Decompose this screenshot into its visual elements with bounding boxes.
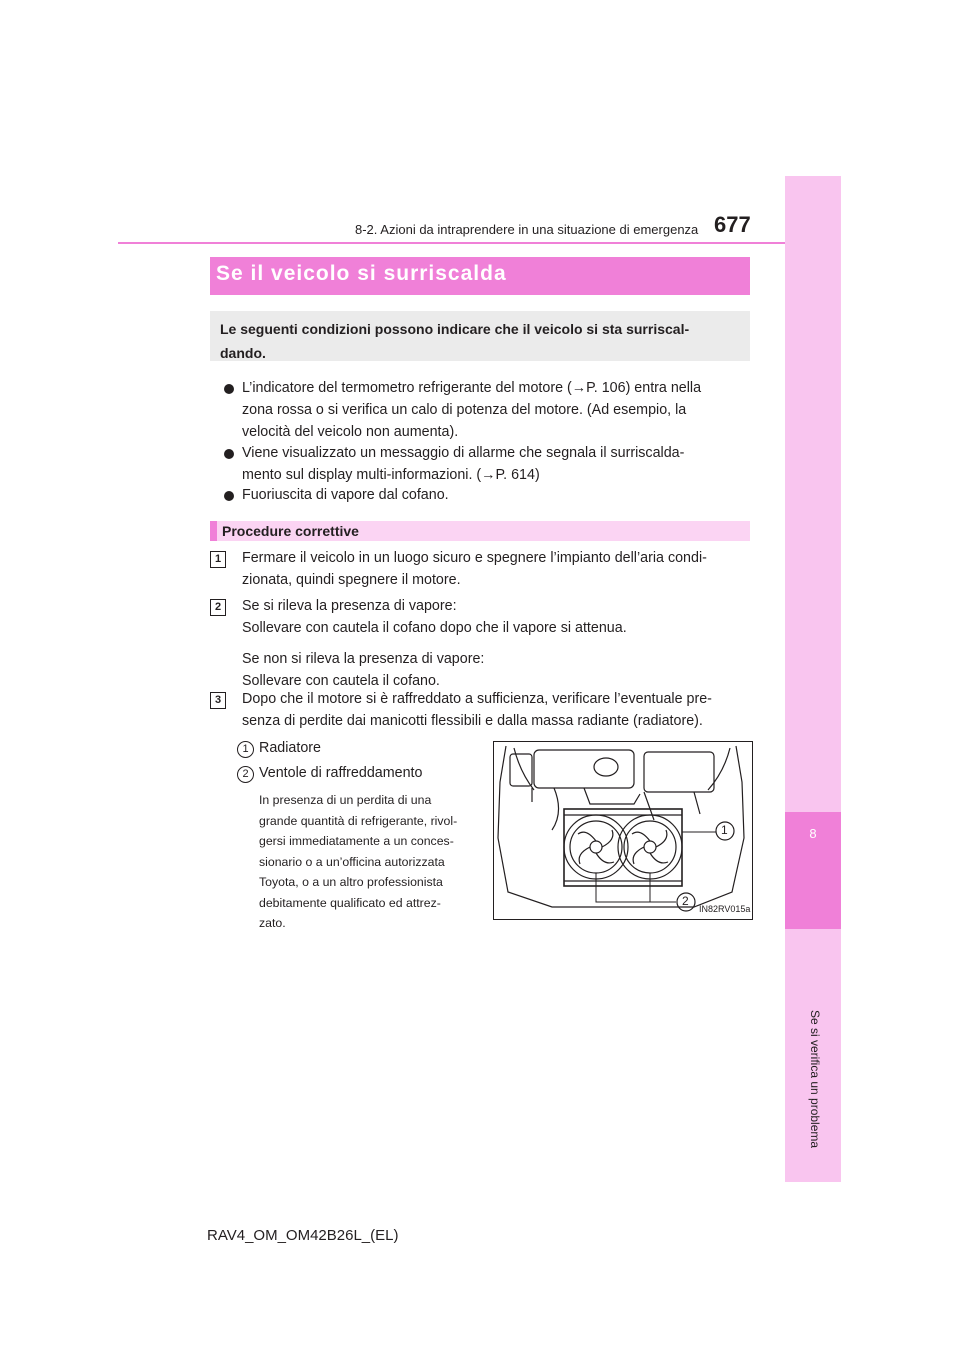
note-line: grande quantità di refrigerante, rivol-	[259, 813, 458, 828]
bullet-line: Fuoriuscita di vapore dal cofano.	[242, 487, 449, 503]
note-line: Toyota, o a un altro professionista	[259, 875, 443, 889]
legend-label: Ventole di raffreddamento	[259, 765, 423, 781]
note-line: In presenza di un perdita di una	[259, 793, 432, 807]
illustration-callout: 1	[721, 823, 728, 837]
callout-number: 2	[237, 766, 254, 783]
bullet-line: velocità del veicolo non aumenta).	[242, 424, 459, 440]
step-line: Dopo che il motore si è raffreddato a sufficienza, verificare l’eventuale pre-	[242, 691, 712, 707]
legend-label: Radiatore	[259, 740, 321, 756]
bullet-icon	[224, 449, 234, 459]
step-line: zionata, quindi spegnere il motore.	[242, 572, 461, 588]
page-number: 677	[714, 212, 751, 237]
bullet-line: Viene visualizzato un messaggio di allarme che segnala il surriscalda-	[242, 445, 685, 461]
note-line: sionario o a un’officina autorizzata	[259, 854, 445, 869]
step-text	[242, 688, 748, 732]
note-line: zato.	[259, 916, 286, 930]
step-line: Se non si rileva la presenza di vapore:	[242, 651, 485, 667]
bullet-icon	[224, 491, 234, 501]
step-line: senza di perdite dai manicotti flessibili e dalla massa radiante (radiatore).	[242, 713, 703, 729]
chapter-number: 8	[809, 826, 817, 841]
callout-number: 1	[237, 741, 254, 758]
note-line: debitamente qualificato ed attrez-	[259, 895, 441, 910]
step-line: Se si rileva la presenza di vapore:	[242, 598, 457, 614]
illustration-callout: 2	[682, 894, 689, 908]
step-number: 1	[210, 551, 226, 568]
step-text	[242, 595, 748, 692]
page-title: Se il veicolo si surriscalda	[216, 262, 507, 285]
note-line: gersi immediatamente a un conces-	[259, 834, 454, 848]
step-line: Sollevare con cautela il cofano dopo che il vapore si attenua.	[242, 620, 627, 636]
step-number: 3	[210, 692, 226, 709]
header-rule	[118, 242, 785, 244]
bullet-icon	[224, 384, 234, 394]
document-footer: RAV4_OM_OM42B26L_(EL)	[207, 1227, 399, 1244]
engine-illustration	[493, 741, 753, 920]
illustration-code: IN82RV015a	[699, 904, 751, 914]
bullet-item	[242, 484, 748, 506]
bullet-line: mento sul display multi-informazioni. (→P. 614)	[242, 467, 540, 483]
warning-note	[259, 790, 464, 934]
procedures-accent	[210, 521, 217, 541]
step-text	[242, 547, 748, 591]
procedures-heading: Procedure correttive	[222, 523, 359, 539]
step-number: 2	[210, 599, 226, 616]
intro-line: Le seguenti condizioni possono indicare che il veicolo si sta surriscal-	[220, 321, 690, 337]
bullet-item	[242, 377, 748, 443]
bullet-line: zona rossa o si verifica un calo di potenza del motore. (Ad esempio, la	[242, 402, 687, 418]
bullet-line: L’indicatore del termometro refrigerante del motore (→P. 106) entra nella	[242, 380, 702, 396]
engine-bay-drawing	[494, 742, 752, 919]
bullet-item	[242, 442, 748, 486]
chapter-title: Se si verifica un problema	[808, 1010, 822, 1149]
step-line: Fermare il veicolo in un luogo sicuro e spegnere l’impianto dell’aria condi-	[242, 550, 707, 566]
section-header: 8-2. Azioni da intraprendere in una situazione di emergenza	[355, 222, 699, 237]
intro-line: dando.	[220, 345, 266, 361]
intro-text	[220, 317, 740, 365]
step-line: Sollevare con cautela il cofano.	[242, 673, 440, 689]
